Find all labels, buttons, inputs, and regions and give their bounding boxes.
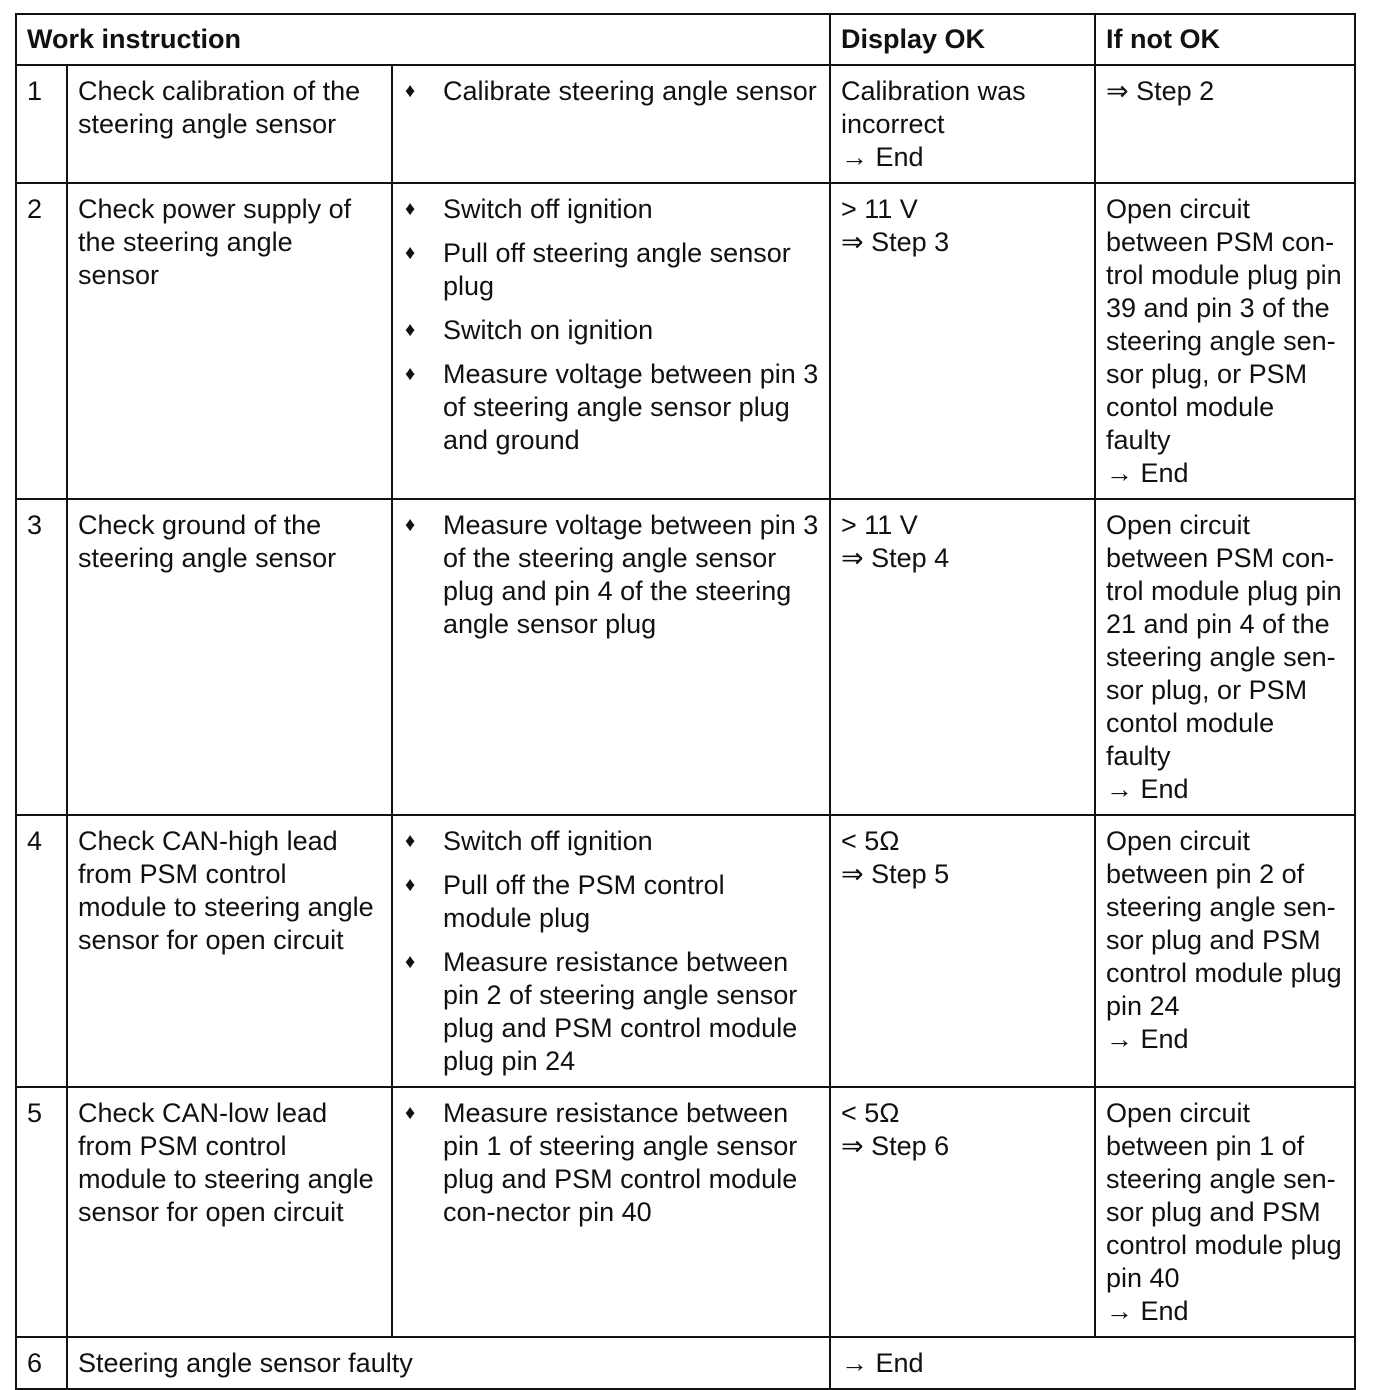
action-text: Measure resistance between pin 2 of steering angle sensor plug and PSM control module plug pin 24 — [443, 947, 798, 1076]
header-row — [16, 14, 1355, 65]
actions-list — [403, 193, 819, 457]
not-ok-result: → End — [1106, 458, 1189, 488]
table-row — [16, 65, 1355, 183]
actions-list — [403, 75, 819, 108]
header-if-not-ok: If not OK — [1095, 14, 1355, 65]
action-text: Calibrate steering angle sensor — [443, 76, 817, 106]
list-item — [403, 869, 819, 935]
action-text: Measure resistance between pin 1 of steering angle sensor plug and PSM control module con-nector pin 40 — [443, 1098, 798, 1227]
not-ok-cell — [1095, 499, 1355, 815]
list-item — [403, 946, 819, 1078]
table-row — [16, 1087, 1355, 1337]
action-text: Measure voltage between pin 3 of steering angle sensor plug and ground — [443, 359, 819, 455]
actions-list — [403, 509, 819, 641]
table-row — [16, 815, 1355, 1087]
diamond-bullet-icon: ♦ — [405, 514, 416, 536]
step-number: 5 — [16, 1087, 67, 1337]
check-description: Check power supply of the steering angle sensor — [67, 183, 392, 499]
list-item — [403, 75, 819, 108]
diamond-bullet-icon: ♦ — [405, 319, 416, 341]
list-item — [403, 314, 819, 347]
not-ok-text: Open circuit between pin 1 of steering angle sen-sor plug and PSM control module plug pin 40 — [1106, 1098, 1342, 1293]
step-number: 3 — [16, 499, 67, 815]
diamond-bullet-icon: ♦ — [405, 198, 416, 220]
actions-cell — [392, 183, 830, 499]
diamond-bullet-icon: ♦ — [405, 951, 416, 973]
action-text: Pull off steering angle sensor plug — [443, 238, 791, 301]
not-ok-text: Open circuit between PSM con-trol module plug pin 39 and pin 3 of the steering angle sen-sor plug, or PSM contol module faulty — [1106, 194, 1342, 455]
work-instruction-table — [15, 13, 1356, 1390]
ok-result: ⇒ Step 6 — [841, 1131, 950, 1161]
action-text: Pull off the PSM control module plug — [443, 870, 725, 933]
ok-result: → End — [841, 142, 924, 172]
final-row — [16, 1337, 1355, 1389]
table-row — [16, 183, 1355, 499]
not-ok-result: → End — [1106, 774, 1189, 804]
actions-cell — [392, 815, 830, 1087]
step-number: 6 — [16, 1337, 67, 1389]
not-ok-text: Open circuit between pin 2 of steering angle sen-sor plug and PSM control module plug pin 24 — [1106, 826, 1342, 1021]
step-number: 1 — [16, 65, 67, 183]
final-description: Steering angle sensor faulty — [67, 1337, 830, 1389]
display-ok-cell — [830, 1087, 1095, 1337]
actions-list — [403, 1097, 819, 1229]
not-ok-text: ⇒ Step 2 — [1106, 76, 1215, 106]
not-ok-cell — [1095, 1087, 1355, 1337]
header-work-instruction: Work instruction — [16, 14, 830, 65]
diamond-bullet-icon: ♦ — [405, 80, 416, 102]
action-text: Switch off ignition — [443, 826, 653, 856]
check-description: Check CAN-high lead from PSM control module to steering angle sensor for open circuit — [67, 815, 392, 1087]
diamond-bullet-icon: ♦ — [405, 242, 416, 264]
ok-text: Calibration was incorrect — [841, 76, 1026, 139]
actions-list — [403, 825, 819, 1078]
list-item — [403, 825, 819, 858]
action-text: Measure voltage between pin 3 of the steering angle sensor plug and pin 4 of the steering angle sensor plug — [443, 510, 819, 639]
table-row — [16, 499, 1355, 815]
ok-result: ⇒ Step 5 — [841, 859, 950, 889]
table-body — [16, 65, 1355, 1389]
check-description: Check ground of the steering angle sensor — [67, 499, 392, 815]
ok-result: ⇒ Step 4 — [841, 543, 950, 573]
not-ok-cell — [1095, 183, 1355, 499]
display-ok-cell — [830, 499, 1095, 815]
list-item — [403, 237, 819, 303]
not-ok-result: → End — [1106, 1296, 1189, 1326]
step-number: 4 — [16, 815, 67, 1087]
display-ok-cell — [830, 815, 1095, 1087]
actions-cell — [392, 65, 830, 183]
display-ok-cell — [830, 183, 1095, 499]
check-description: Check CAN-low lead from PSM control module to steering angle sensor for open circuit — [67, 1087, 392, 1337]
ok-text: < 5Ω — [841, 826, 900, 856]
not-ok-cell — [1095, 65, 1355, 183]
check-description: Check calibration of the steering angle sensor — [67, 65, 392, 183]
diamond-bullet-icon: ♦ — [405, 1102, 416, 1124]
actions-cell — [392, 499, 830, 815]
diamond-bullet-icon: ♦ — [405, 830, 416, 852]
ok-result: ⇒ Step 3 — [841, 227, 950, 257]
ok-text: < 5Ω — [841, 1098, 900, 1128]
diamond-bullet-icon: ♦ — [405, 363, 416, 385]
not-ok-result: → End — [1106, 1024, 1189, 1054]
final-result: → End — [830, 1337, 1355, 1389]
list-item — [403, 193, 819, 226]
header-display-ok: Display OK — [830, 14, 1095, 65]
actions-cell — [392, 1087, 830, 1337]
list-item — [403, 358, 819, 457]
display-ok-cell — [830, 65, 1095, 183]
not-ok-text: Open circuit between PSM con-trol module plug pin 21 and pin 4 of the steering angle sen-sor plug, or PSM contol module faulty — [1106, 510, 1342, 771]
list-item — [403, 509, 819, 641]
ok-text: > 11 V — [841, 194, 918, 224]
list-item — [403, 1097, 819, 1229]
step-number: 2 — [16, 183, 67, 499]
ok-text: > 11 V — [841, 510, 918, 540]
action-text: Switch on ignition — [443, 315, 654, 345]
diamond-bullet-icon: ♦ — [405, 874, 416, 896]
not-ok-cell — [1095, 815, 1355, 1087]
action-text: Switch off ignition — [443, 194, 653, 224]
